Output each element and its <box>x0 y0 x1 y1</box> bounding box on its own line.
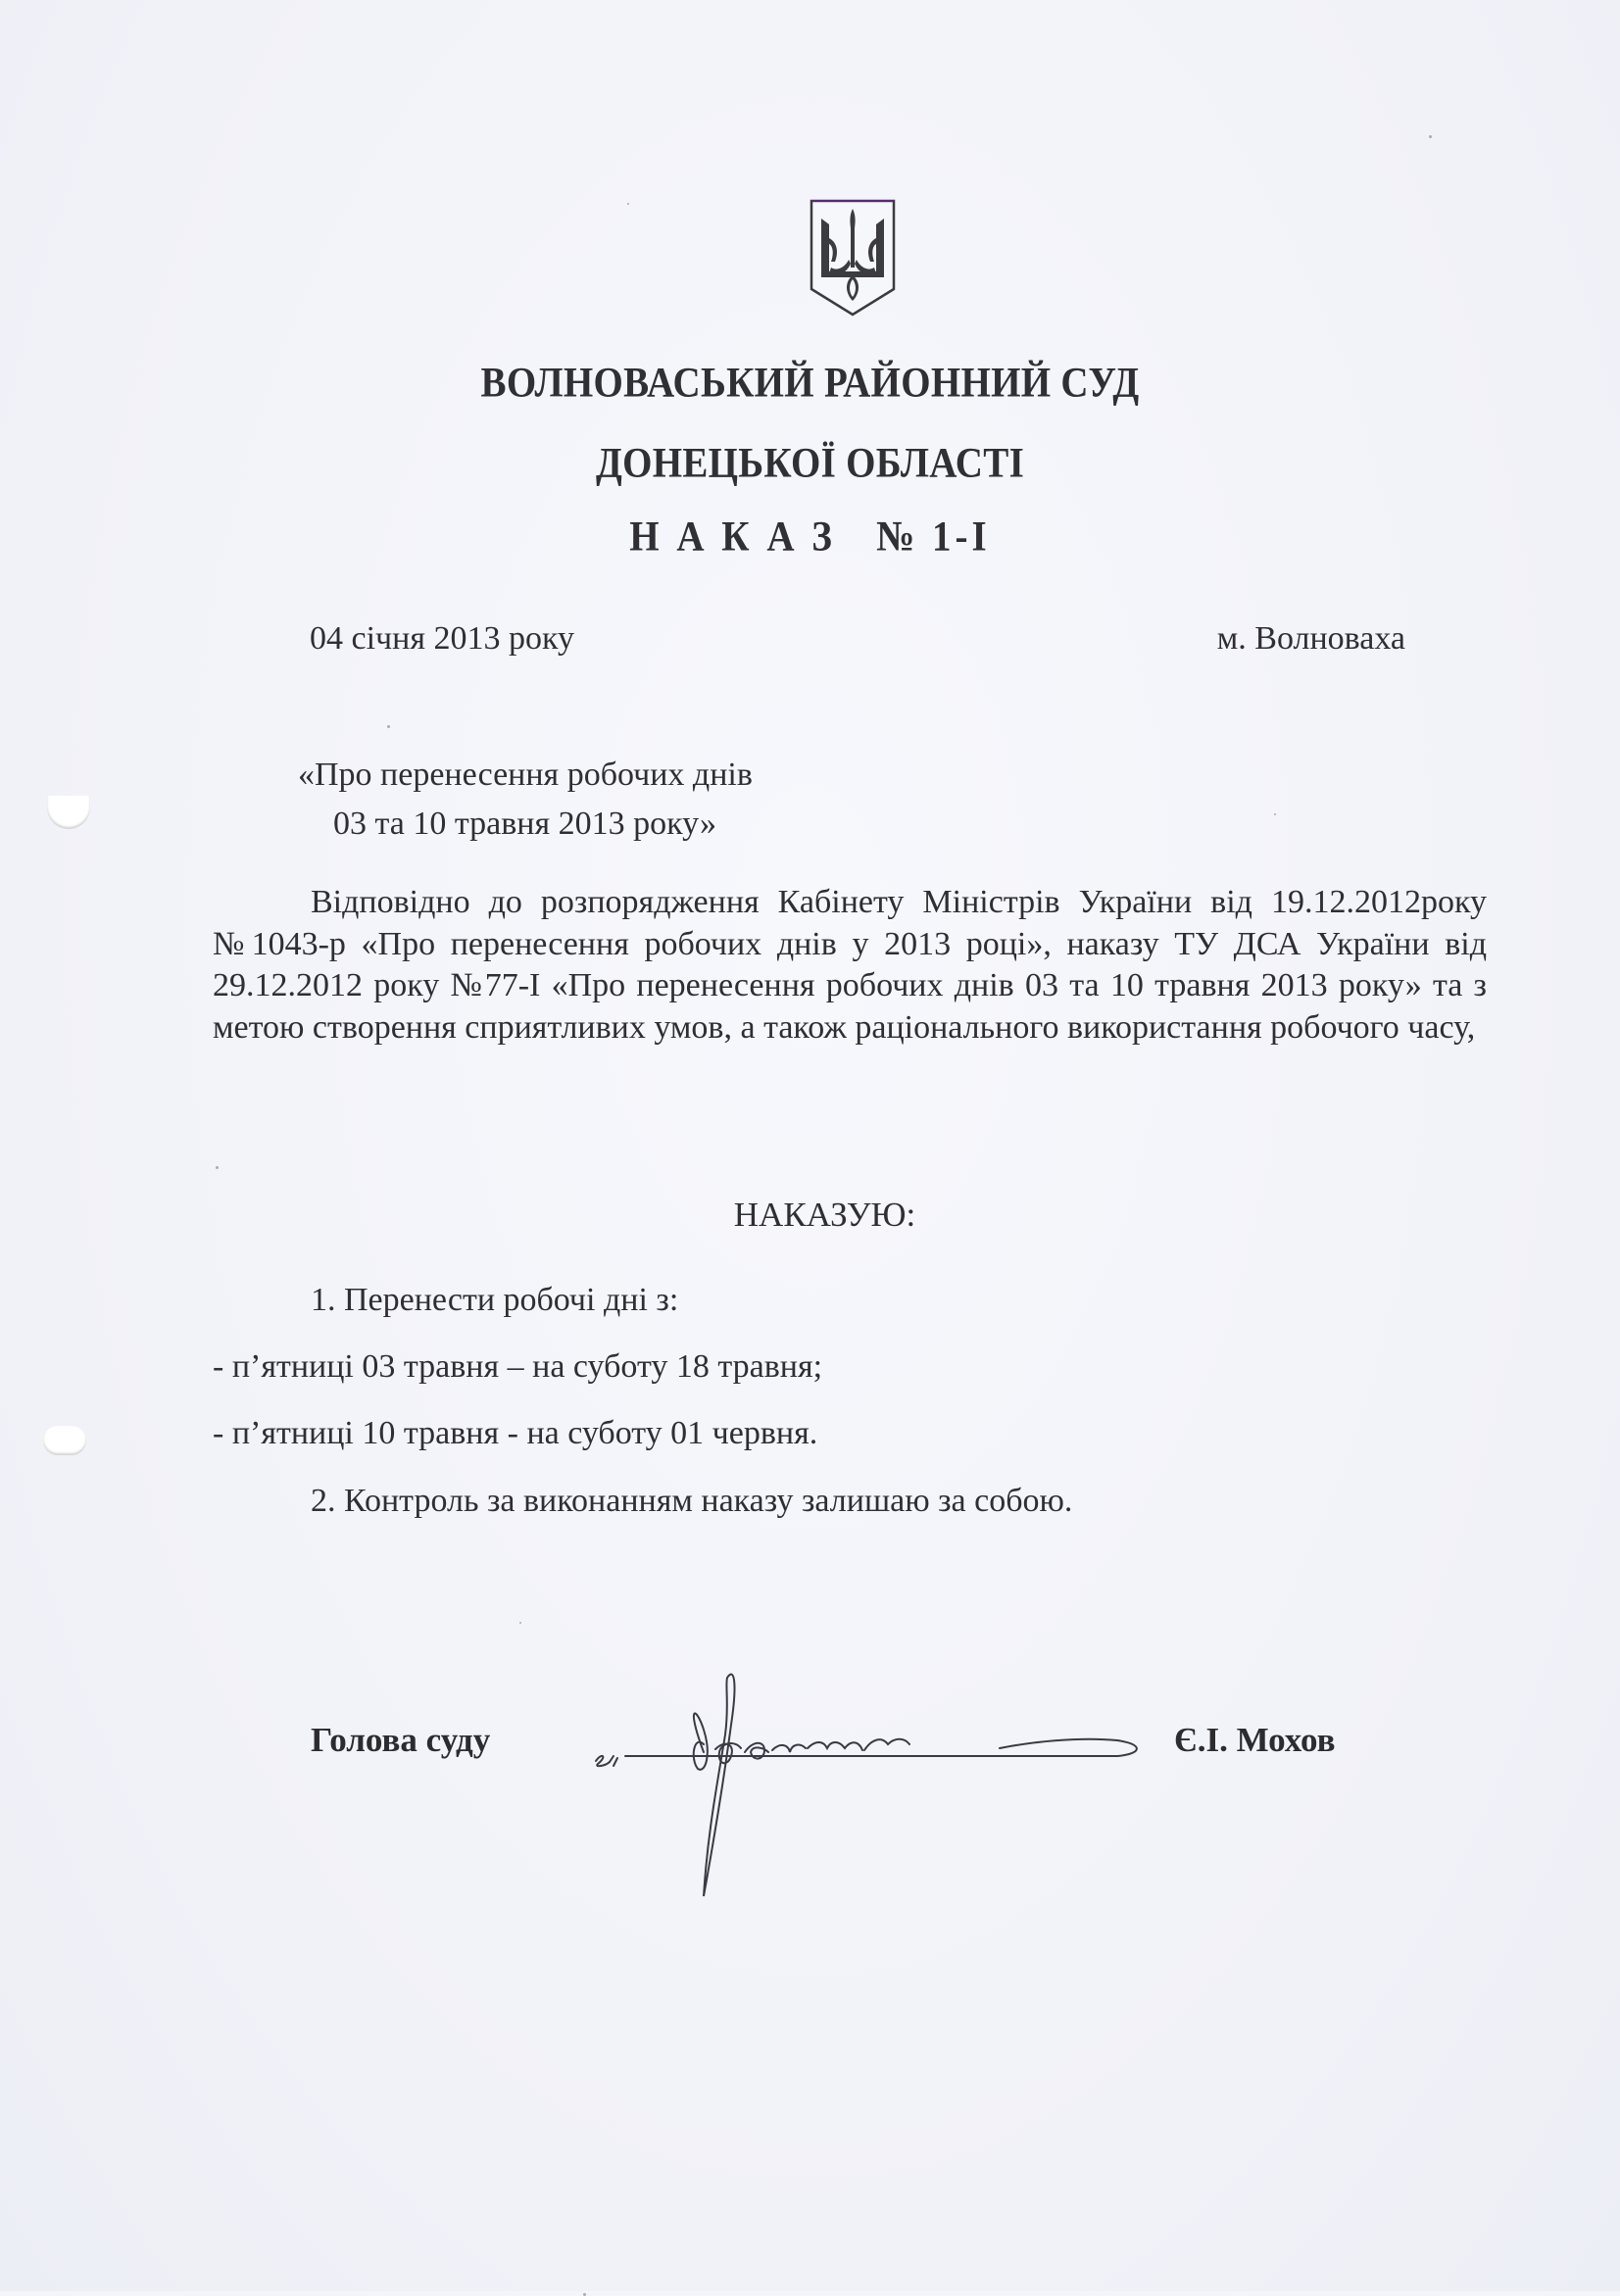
scan-speck <box>1274 813 1276 815</box>
scan-speck <box>627 203 629 205</box>
scan-speck <box>216 1166 219 1169</box>
order-item-1: 1. Перенести робочі дні з: <box>311 1282 679 1318</box>
order-subject <box>298 751 753 849</box>
order-number-title: Н А К А З № 1-І <box>629 513 991 561</box>
scan-speck <box>1429 135 1432 138</box>
subject-line-2: 03 та 10 травня 2013 року» <box>333 806 716 842</box>
order-subitem-1a: - п’ятниці 03 травня – на суботу 18 травня; <box>213 1348 823 1385</box>
region-heading: ДОНЕЦЬКОЇ ОБЛАСТІ <box>595 439 1025 487</box>
scan-speck <box>519 1622 521 1624</box>
punch-hole <box>43 1426 86 1455</box>
signatory-title: Голова суду <box>311 1721 491 1759</box>
court-name-heading: ВОЛНОВАСЬКИЙ РАЙОННИЙ СУД <box>480 359 1140 407</box>
preamble-paragraph: Відповідно до розпорядження Кабінету Міністрів України від 19.12.2012року №1043-р «Про перенесення робочих днів у 2013 році», наказу ТУ ДСА України від 29.12.2012 року №77-І «Про перенесення робочих днів 03 та 10 травня 2013 року» та з метою створення сприятливих умов, а також раціонального використання робочого часу, <box>213 884 1487 1046</box>
signatory-name: Є.І. Мохов <box>1174 1721 1336 1759</box>
scan-speck <box>387 725 390 728</box>
order-item-2: 2. Контроль за виконанням наказу залишаю за собою. <box>311 1483 1073 1519</box>
punch-hole <box>47 796 90 829</box>
handwritten-signature <box>588 1646 1156 1901</box>
order-date: 04 січня 2013 року <box>310 620 575 657</box>
order-subitem-1b: - п’ятниці 10 травня - на суботу 01 червня. <box>213 1415 818 1451</box>
orders-heading: НАКАЗУЮ: <box>733 1196 916 1234</box>
subject-line-1: «Про перенесення робочих днів <box>298 757 753 793</box>
order-city: м. Волноваха <box>1216 620 1405 657</box>
trident-emblem-icon <box>810 199 896 317</box>
